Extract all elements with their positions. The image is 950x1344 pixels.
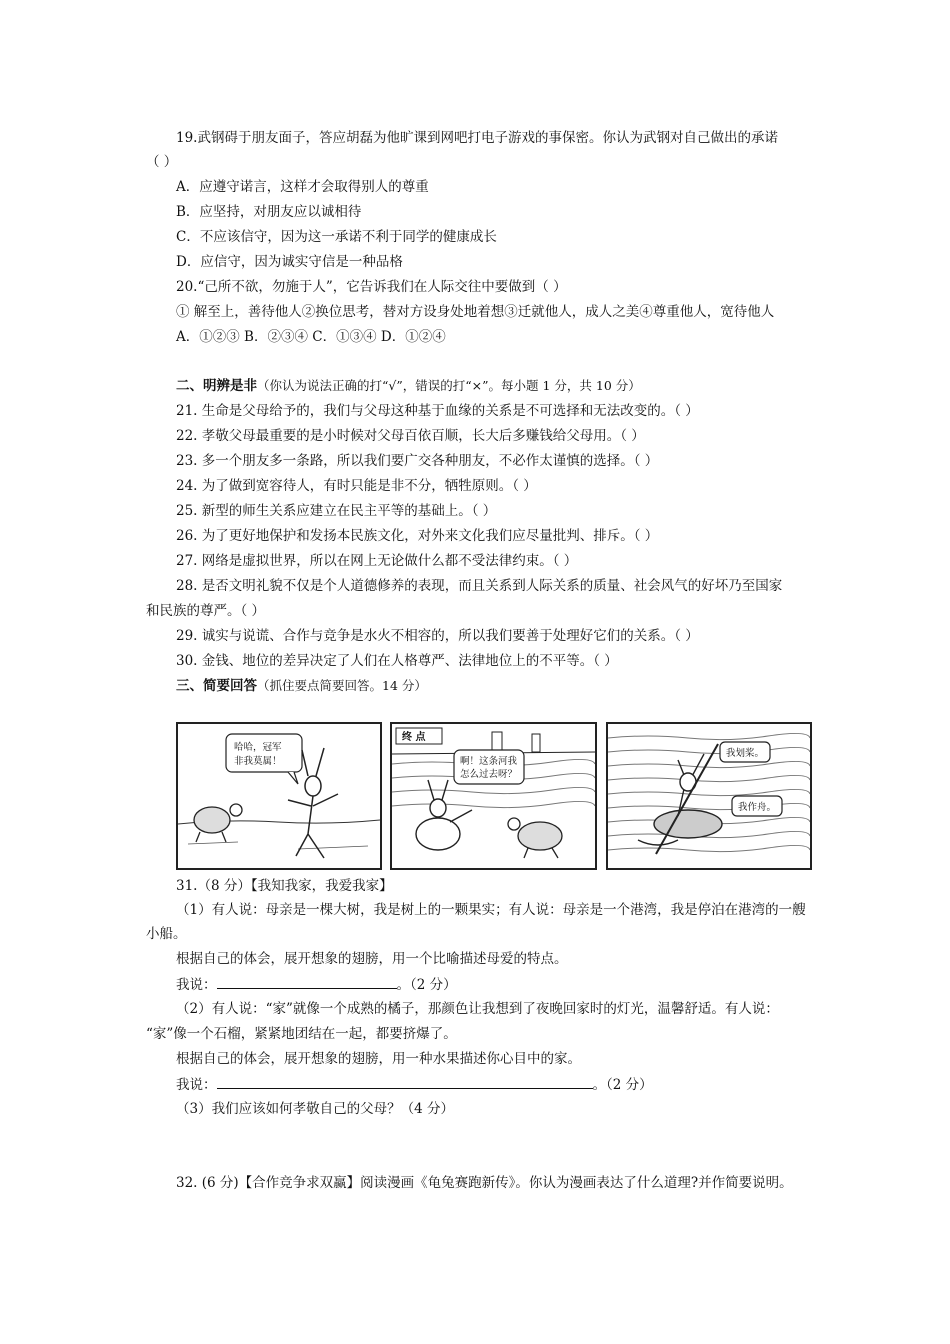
section3-heading: [176, 677, 427, 695]
judge-29: 29. 诚实与说谎、合作与竞争是水火不相容的，所以我们要善于处理好它们的关系。（ ）: [176, 628, 699, 644]
q31-p1-line2: 小船。: [146, 926, 187, 942]
q31-p2-say-label: 我说：: [176, 1077, 217, 1093]
section3-note: （抓住要点简要回答。14 分）: [257, 678, 427, 693]
q31-p3: （3）我们应该如何孝敬自己的父母？（4 分）: [176, 1101, 454, 1117]
q31-p1-answer-blank[interactable]: [217, 975, 397, 989]
q31-p2-answer-blank[interactable]: [217, 1075, 593, 1089]
judge-22: 22. 孝敬父母最重要的是小时候对父母百依百顺，长大后多赚钱给父母用。（ ）: [176, 428, 645, 444]
q19-option-c: C．不应该信守，因为这一承诺不利于同学的健康成长: [176, 229, 497, 245]
q31-p1-say-label: 我说：: [176, 977, 217, 993]
q31-p2-score: 。（2 分）: [592, 1077, 653, 1093]
comic-panel-2: [390, 722, 597, 870]
comic-panel-3-art: [608, 724, 810, 868]
turtle-walking-figure: [508, 818, 562, 858]
q31-p1-answer: [176, 975, 457, 994]
panel2-bubble-line1: 啊！这条河我: [460, 756, 518, 767]
q31-p2-line2: “家”像一个石榴，紧紧地团结在一起，都要挤爆了。: [146, 1026, 457, 1042]
judge-30: 30. 金钱、地位的差异决定了人们在人格尊严、法律地位上的不平等。（ ）: [176, 653, 618, 669]
section2-note: （你认为说法正确的打“√”，错误的打“×”。每小题 1 分，共 10 分）: [257, 378, 641, 393]
q32-text: 32. (6 分)【合作竞争求双赢】阅读漫画《龟兔赛跑新传》。你认为漫画表达了什么道理?并作简要说明。: [176, 1175, 793, 1191]
judge-25: 25. 新型的师生关系应建立在民主平等的基础上。（ ）: [176, 503, 497, 519]
judge-28-line2: 和民族的尊严。（ ）: [146, 603, 266, 619]
q19-option-b: B．应坚持，对朋友应以诚相待: [176, 204, 362, 220]
q19-bracket: （ ）: [146, 154, 178, 170]
judge-27: 27. 网络是虚拟世界，所以在网上无论做什么都不受法律约束。（ ）: [176, 553, 578, 569]
q31-p1-task: 根据自己的体会，展开想象的翅膀，用一个比喻描述母爱的特点。: [176, 951, 568, 967]
finish-sign-text: 终 点: [402, 732, 426, 743]
q19-option-a: A．应遵守诺言，这样才会取得别人的尊重: [176, 179, 429, 195]
q31-p1-score: 。（2 分）: [396, 977, 457, 993]
panel3-bubble-1-text: 我划桨。: [726, 748, 765, 759]
panel1-bubble-line1: 哈哈，冠军: [234, 742, 282, 753]
q19-option-d: D．应信守，因为诚实守信是一种品格: [176, 254, 403, 270]
comic-panel-3: [606, 722, 812, 870]
q19-stem: 19.武钢碍于朋友面子，答应胡磊为他旷课到网吧打电子游戏的事保密。你认为武钢对自己做出的承诺: [176, 130, 778, 146]
judge-24: 24. 为了做到宽容待人，有时只能是非不分，牺牲原则。（ ）: [176, 478, 537, 494]
q20-options: A．①②③ B．②③④ C．①③④ D．①②④: [176, 329, 446, 345]
q31-p2-line1: （2）有人说：“家”就像一个成熟的橘子，那颜色让我想到了夜晚回家时的灯光，温馨舒适。有人说：: [176, 1001, 779, 1017]
comic-panel-1-art: [178, 724, 380, 868]
section3-title: 三、简要回答: [176, 678, 257, 694]
comic-panel-1: [176, 722, 382, 870]
judge-21: 21. 生命是父母给予的，我们与父母这种基于血缘的关系是不可选择和无法改变的。（ ）: [176, 403, 699, 419]
panel3-bubble-2-text: 我作舟。: [738, 802, 777, 813]
section2-title: 二、明辨是非: [176, 378, 257, 394]
panel1-bubble-line2: 非我莫属！: [234, 756, 282, 767]
q31-p2-answer: [176, 1075, 653, 1094]
comic-panel-2-art: [392, 724, 595, 868]
q20-choices: ① 解至上，善待他人②换位思考，替对方设身处地着想③迁就他人，成人之美④尊重他人，宽待他人: [176, 304, 775, 320]
judge-26: 26. 为了更好地保护和发扬本民族文化，对外来文化我们应尽量批判、排斥。（ ）: [176, 528, 659, 544]
q20-stem: 20.“己所不欲，勿施于人”，它告诉我们在人际交往中要做到（ ）: [176, 279, 567, 295]
judge-28-line1: 28. 是否文明礼貌不仅是个人道德修养的表现，而且关系到人际关系的质量、社会风气的好坏乃至国家: [176, 578, 783, 594]
q31-p2-task: 根据自己的体会，展开想象的翅膀，用一种水果描述你心目中的家。: [176, 1051, 581, 1067]
q31-p1-line1: （1）有人说：母亲是一棵大树，我是树上的一颗果实；有人说：母亲是一个港湾，我是停泊在港湾的一艘: [176, 902, 806, 918]
turtle-figure: [194, 804, 242, 842]
panel2-bubble-line2: 怎么过去呀？: [460, 769, 518, 780]
q31-head: 31.（8 分）【我知我家，我爱我家】: [176, 878, 393, 894]
judge-23: 23. 多一个朋友多一条路，所以我们要广交各种朋友，不必作太谨慎的选择。（ ）: [176, 453, 659, 469]
section2-heading: [176, 377, 641, 395]
